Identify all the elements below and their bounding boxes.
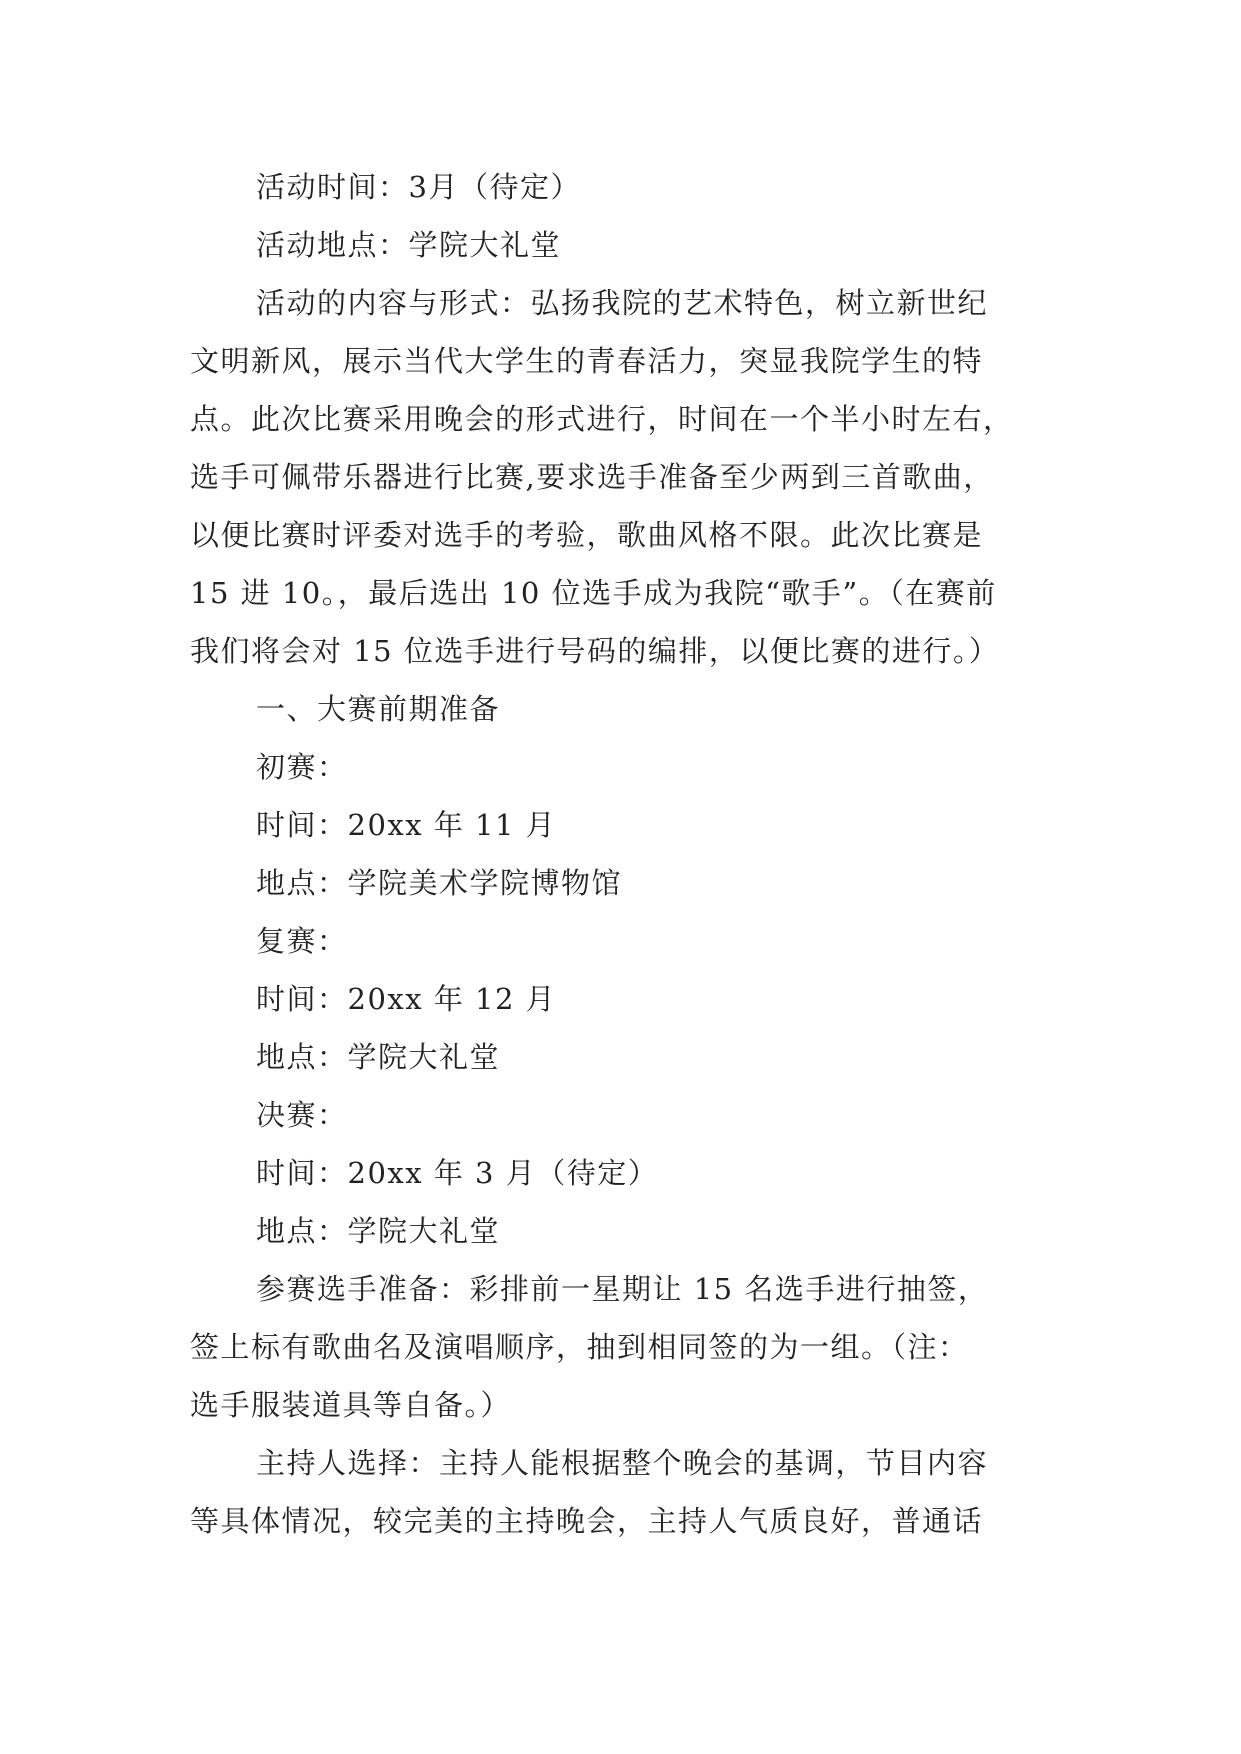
semifinal-time: 时间：20xx 年 12 月 — [256, 982, 557, 1016]
activity-content-line: 以便比赛时评委对选手的考验，歌曲风格不限。此次比赛是 — [190, 518, 984, 552]
semifinal-label: 复赛： — [256, 924, 348, 958]
preliminary-location: 地点：学院美术学院博物馆 — [256, 866, 623, 900]
activity-content-line: 15 进 10。，最后选出 10 位选手成为我院“歌手”。（在赛前 — [190, 576, 997, 610]
contestant-prep-line: 签上标有歌曲名及演唱顺序，抽到相同签的为一组。（注： — [190, 1330, 969, 1364]
contestant-prep-line: 选手服装道具等自备。） — [190, 1388, 512, 1422]
activity-content-line: 点。此次比赛采用晚会的形式进行，时间在一个半小时左右， — [190, 402, 1014, 436]
contestant-prep-line: 参赛选手准备：彩排前一星期让 15 名选手进行抽签， — [256, 1272, 989, 1306]
final-location: 地点：学院大礼堂 — [256, 1214, 501, 1248]
preliminary-time: 时间：20xx 年 11 月 — [256, 808, 557, 842]
activity-content-line: 活动的内容与形式：弘扬我院的艺术特色，树立新世纪 — [256, 286, 989, 320]
host-selection-line: 主持人选择：主持人能根据整个晚会的基调，节目内容 — [256, 1446, 989, 1480]
final-time: 时间：20xx 年 3 月（待定） — [256, 1156, 659, 1190]
final-label: 决赛： — [256, 1098, 348, 1132]
activity-content-line: 我们将会对 15 位选手进行号码的编排，以便比赛的进行。） — [190, 634, 1000, 668]
activity-location-line: 活动地点：学院大礼堂 — [256, 228, 562, 262]
section-heading: 一、大赛前期准备 — [256, 692, 501, 726]
semifinal-location: 地点：学院大礼堂 — [256, 1040, 501, 1074]
activity-content-line: 文明新风，展示当代大学生的青春活力，突显我院学生的特 — [190, 344, 984, 378]
document-body — [190, 158, 1050, 1550]
preliminary-label: 初赛： — [256, 750, 348, 784]
activity-time-line: 活动时间：3月（待定） — [256, 170, 581, 204]
activity-content-line: 选手可佩带乐器进行比赛,要求选手准备至少两到三首歌曲， — [190, 460, 994, 494]
host-selection-line: 等具体情况，较完美的主持晚会，主持人气质良好，普通话 — [190, 1504, 984, 1538]
